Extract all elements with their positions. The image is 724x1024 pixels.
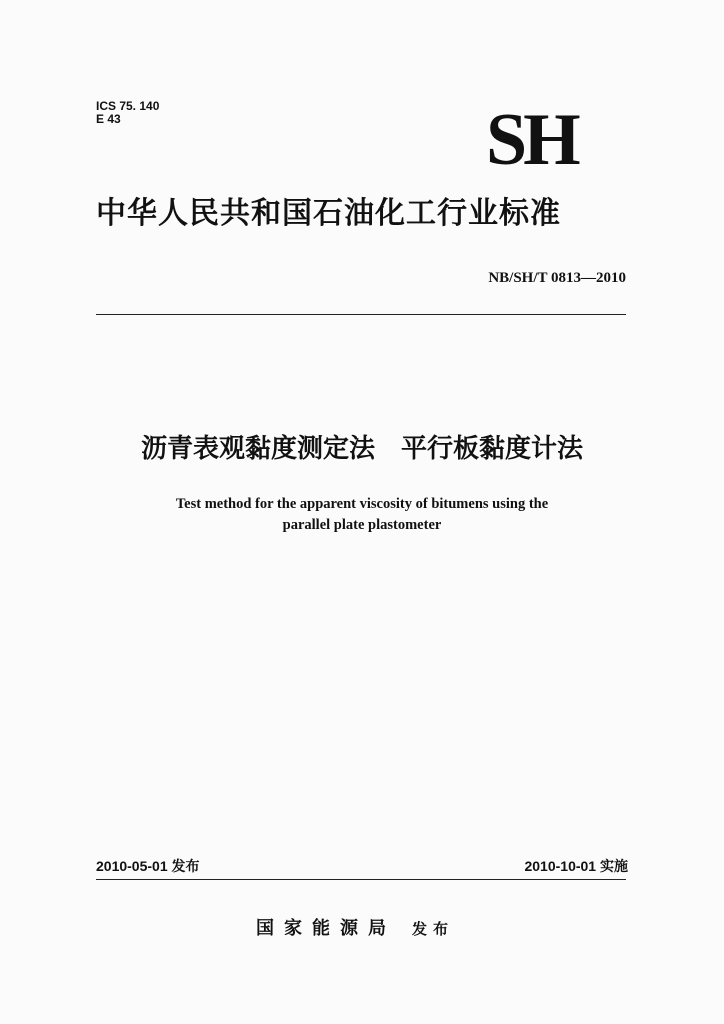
ics-code: ICS 75. 140 (96, 99, 160, 113)
issuer-name: 国家能源局 (256, 918, 396, 939)
publish-date: 2010-05-01 发布 (96, 858, 200, 874)
footer-divider (96, 879, 626, 880)
standard-organization: 中华人民共和国石油化工行业标准 (96, 196, 561, 231)
standard-code: NB/SH/T 0813—2010 (488, 270, 626, 286)
ccs-code: E 43 (96, 112, 121, 126)
title-english-line-2: parallel plate plastometer (282, 517, 442, 533)
title-chinese: 沥青表观黏度测定法 平行板黏度计法 (140, 434, 583, 464)
issuer (256, 914, 454, 940)
header-divider (96, 314, 626, 315)
effective-date: 2010-10-01 实施 (524, 858, 628, 874)
classification-codes (96, 100, 159, 126)
sh-logo: SH (486, 99, 577, 181)
title-english-line-1: Test method for the apparent viscosity of bitumens using the (175, 496, 549, 512)
title-english (0, 494, 724, 536)
issuer-action: 发布 (412, 920, 455, 938)
